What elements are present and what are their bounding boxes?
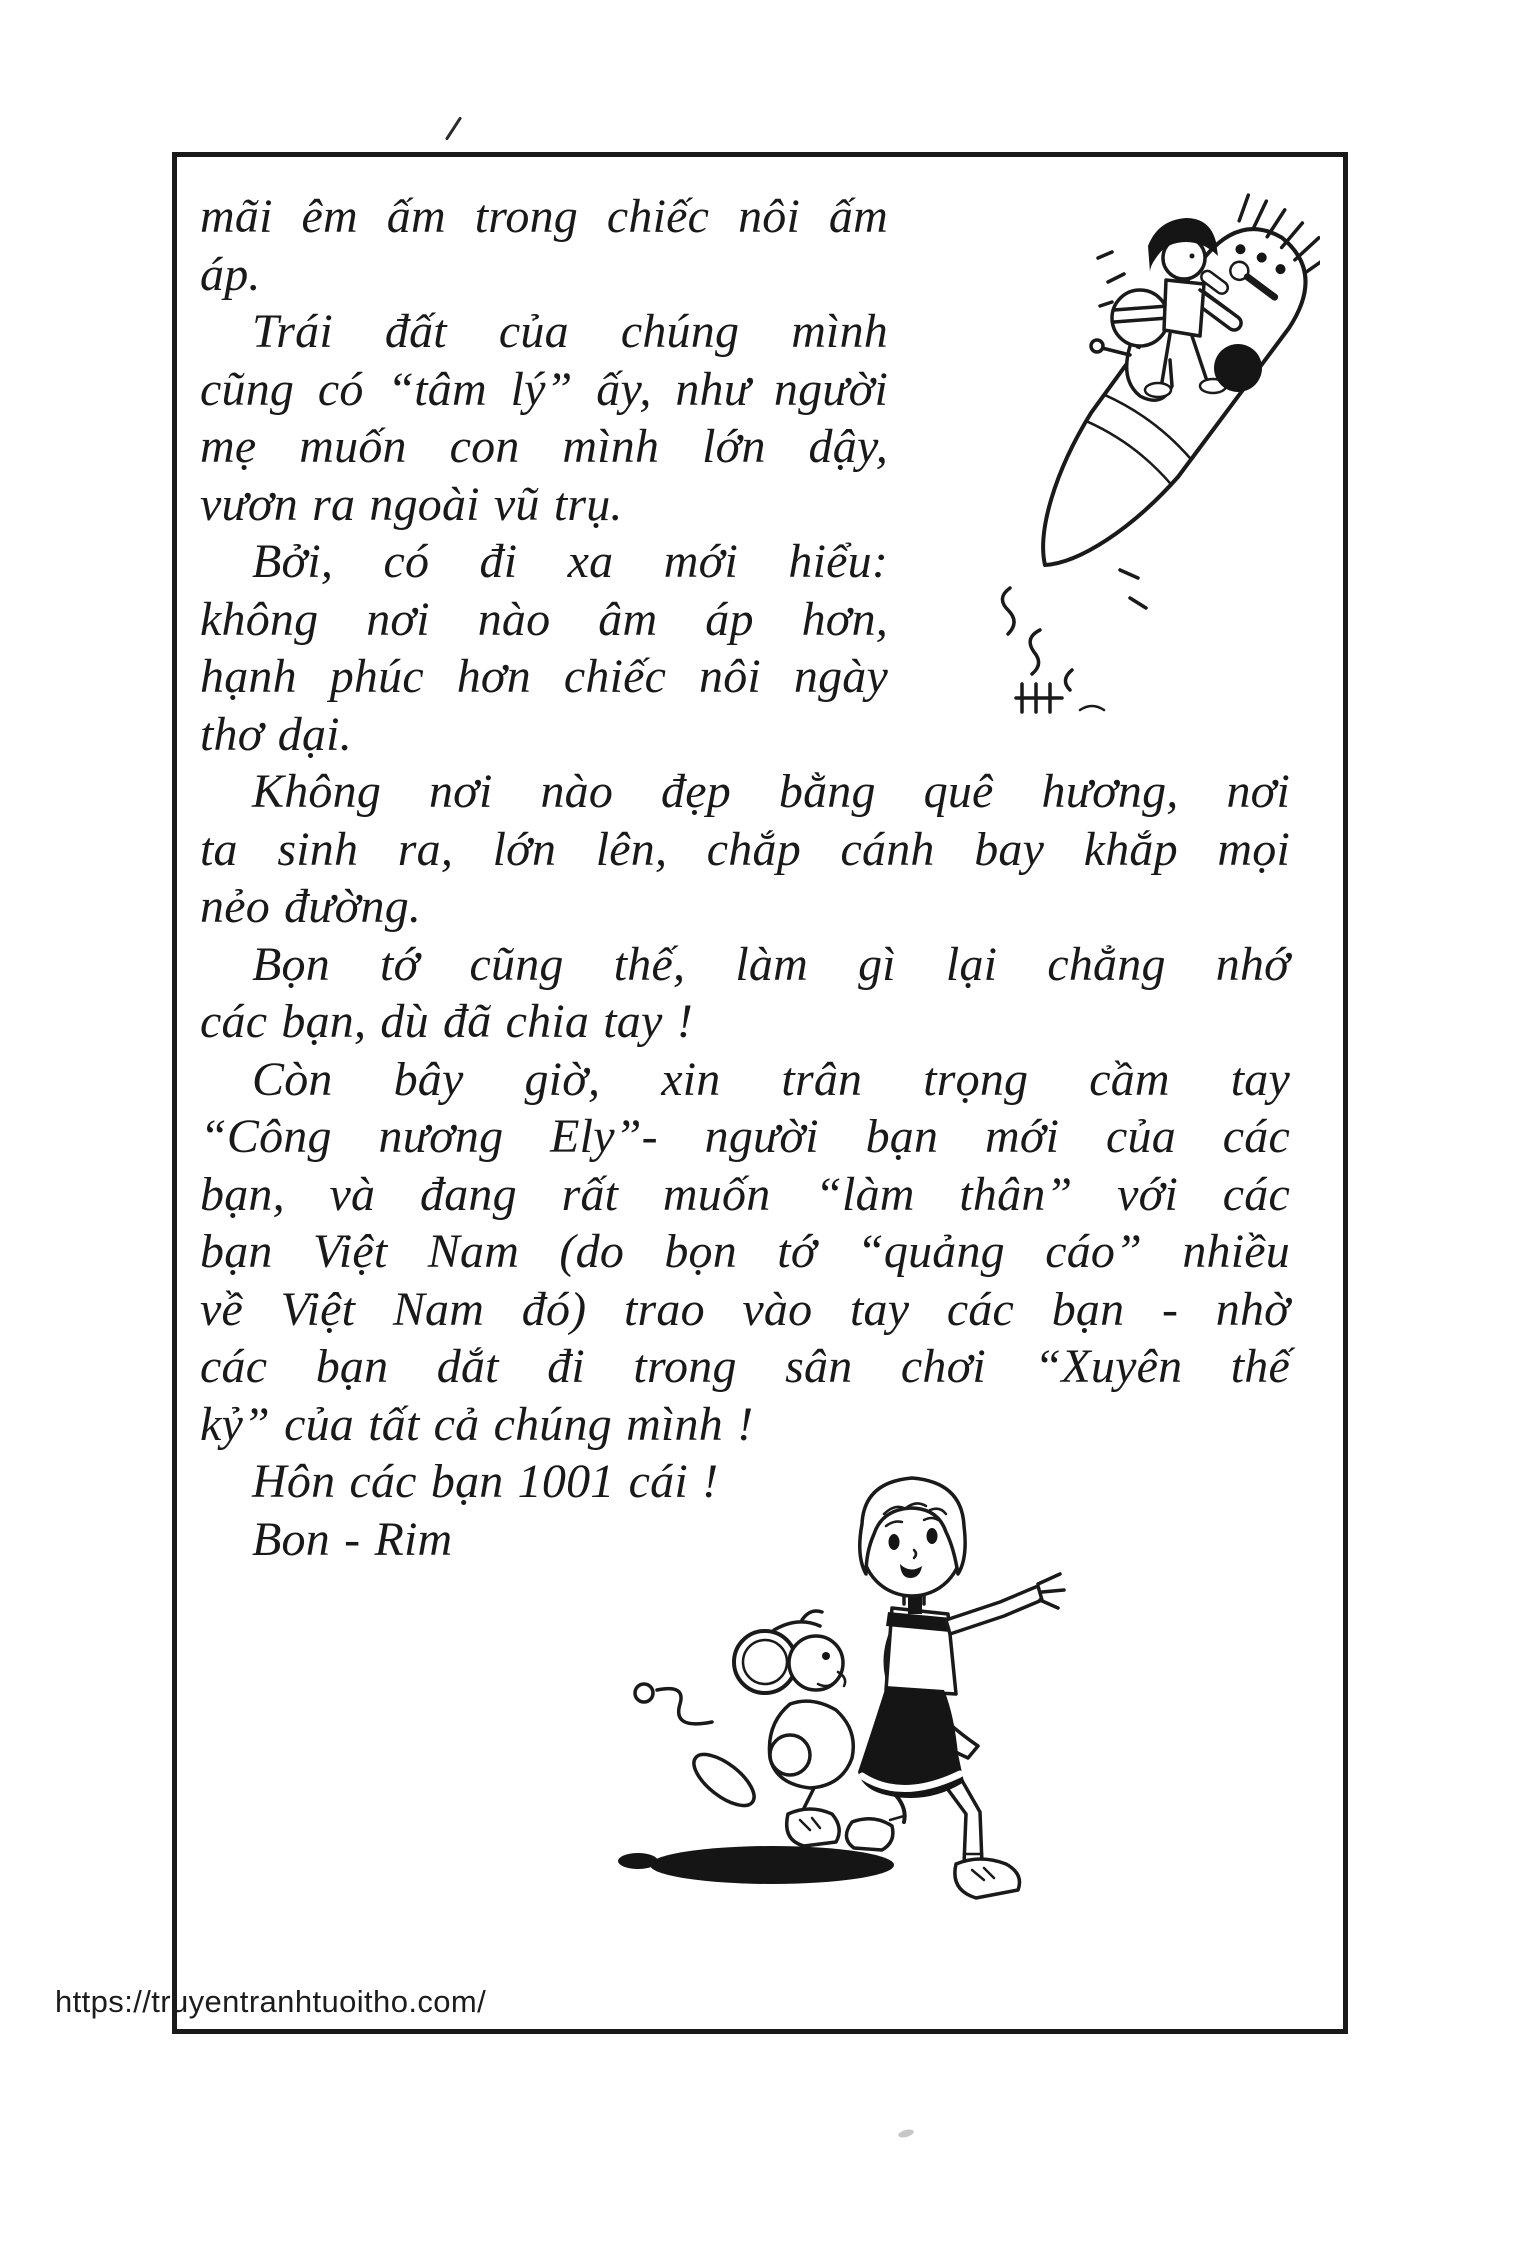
shadow-ellipse <box>650 1846 894 1884</box>
text-line: nẻo đường. <box>200 880 422 933</box>
text-line: Còn bây giờ, xin trân trọng cầm tay <box>252 1052 1290 1106</box>
text-line: bạn Việt Nam (do bọn tớ “quảng cáo” nhiều <box>200 1225 1290 1278</box>
text-line: áp. <box>200 247 261 301</box>
text-line: Hôn các bạn 1001 cái ! <box>252 1455 719 1508</box>
scan-artifact-mark <box>445 116 462 140</box>
text-line: mẹ muốn con mình lớn dậy, <box>200 420 888 473</box>
girl-and-monkey-illustration <box>552 1462 1097 1907</box>
scan-artifact-speck <box>897 2128 914 2139</box>
text-line: Bởi, có đi xa mới hiểu: <box>252 535 888 588</box>
text-line: Bọn tớ cũng thế, làm gì lại chẳng nhớ <box>252 937 1290 991</box>
text-line: kỷ” của tất cả chúng mình ! <box>200 1397 754 1451</box>
rocket-illustration <box>980 150 1320 770</box>
girl-and-monkey-drawing <box>552 1462 1097 1907</box>
text-line: ta sinh ra, lớn lên, chắp cánh bay khắp mọi <box>200 822 1290 876</box>
monkey-figure <box>635 1611 853 1846</box>
text-line: mãi êm ấm trong chiếc nôi ấm <box>200 190 888 243</box>
text-line: các bạn, dù đã chia tay ! <box>200 995 693 1048</box>
text-line: về Việt Nam đó) trao vào tay các bạn - nhờ <box>200 1282 1290 1336</box>
text-line: Không nơi nào đẹp bằng quê hương, nơi <box>252 765 1290 818</box>
dark-pack <box>1214 344 1262 392</box>
text-line: hạnh phúc hơn chiếc nôi ngày <box>200 650 888 703</box>
text-line: thơ dại. <box>200 707 352 761</box>
text-line: các bạn dắt đi trong sân chơi “Xuyên thế <box>200 1340 1290 1393</box>
text-line: vươn ra ngoài vũ trụ. <box>200 477 623 531</box>
text-line: Trái đất của chúng mình <box>252 305 888 358</box>
text-line: cũng có “tâm lý” ấy, như người <box>200 362 888 416</box>
text-line: không nơi nào âm áp hơn, <box>200 592 888 646</box>
girl-figure <box>846 1478 1064 1898</box>
watermark-url: https://truyentranhtuoitho.com/ <box>55 1984 487 2019</box>
rocket-with-kids-drawing <box>980 150 1320 770</box>
text-line: “Công nương Ely”- người bạn mới của các <box>200 1110 1290 1163</box>
text-line: bạn, và đang rất muốn “làm thân” với các <box>200 1167 1290 1221</box>
shadow-blob <box>618 1853 658 1869</box>
text-line: Bon - Rim <box>252 1512 453 1566</box>
